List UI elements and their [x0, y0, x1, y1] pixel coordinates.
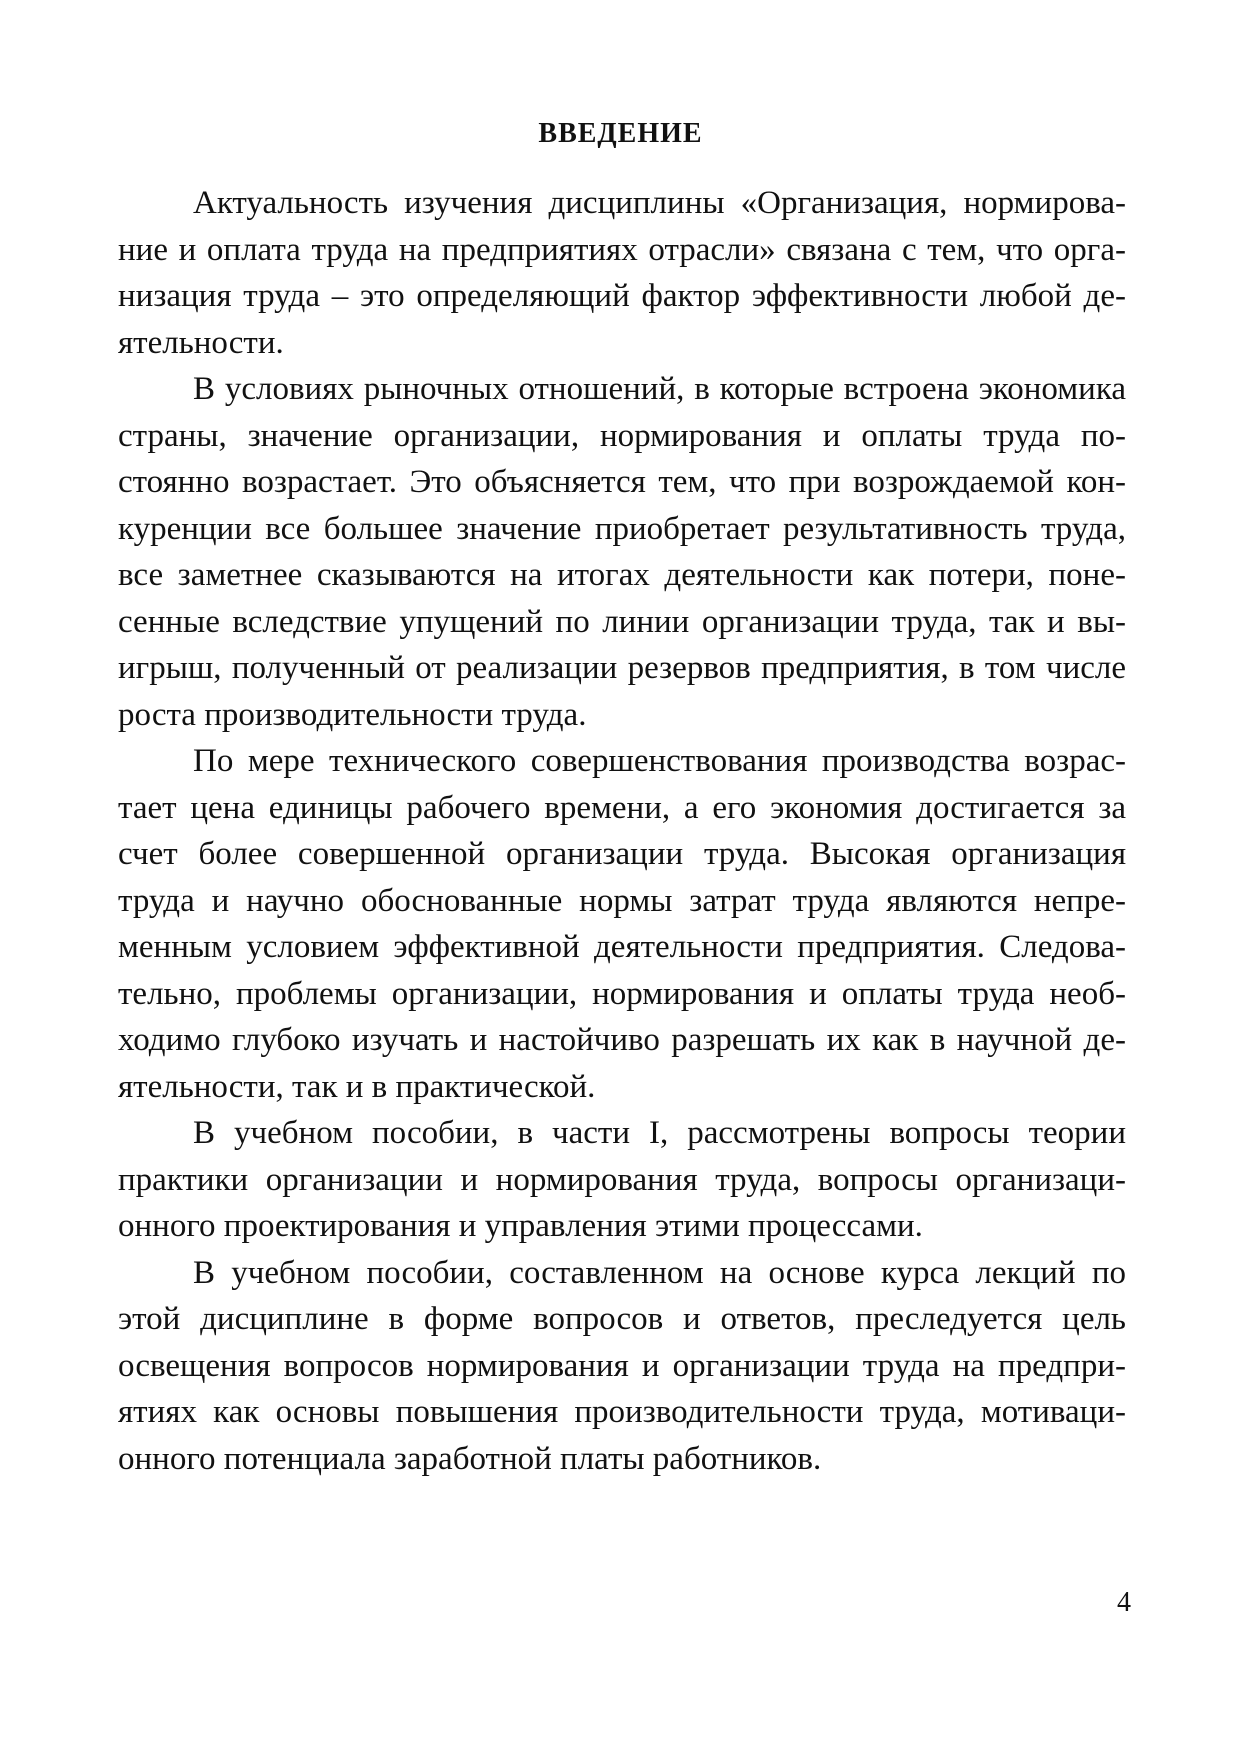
paragraph: По мере технического совершенствования производства возрастает цена единицы рабочего времени, а его экономия достигается за счет более совершенной организации труда. Высокая организация труда и научно обоснованные нормы затрат труда являются непременным условием эффективной деятельности предприятия. Следовательно, проблемы организации, нормирования и оплаты труда необходимо глубоко изучать и настойчиво разрешать их как в научной деятельности, так и в практической.: [118, 743, 1126, 1105]
paragraph: Актуальность изучения дисциплины «Организация, нормирование и оплата труда на предприятиях отрасли» связана с тем, что организация труда – это определяющий фактор эффективности любой деятельности.: [118, 185, 1126, 361]
page-number: 4: [1117, 1587, 1131, 1618]
section-heading: ВВЕДЕНИЕ: [538, 118, 703, 149]
body-text: [118, 180, 1126, 1482]
paragraph: В учебном пособии, составленном на основе курса лекций по этой дисциплине в форме вопросов и ответов, преследуется цель освещения вопросов нормирования и организации труда на предприятиях как основы повышения производительности труда, мотивационного потенциала заработной платы работников.: [118, 1254, 1126, 1477]
paragraph: В условиях рыночных отношений, в которые встроена экономика страны, значение организации, нормирования и оплаты труда постоянно возрастает. Это объясняется тем, что при возрождаемой конкуренции все большее значение приобретает результативность труда, все заметнее сказываются на итогах деятельности как потери, понесенные вследствие упущений по линии организации труда, так и выигрыш, полученный от реализации резервов предприятия, в том числе роста производительности труда.: [118, 371, 1126, 733]
paragraph: В учебном пособии, в части I, рассмотрены вопросы теории практики организации и нормирования труда, вопросы организационного проектирования и управления этими процессами.: [118, 1115, 1126, 1244]
